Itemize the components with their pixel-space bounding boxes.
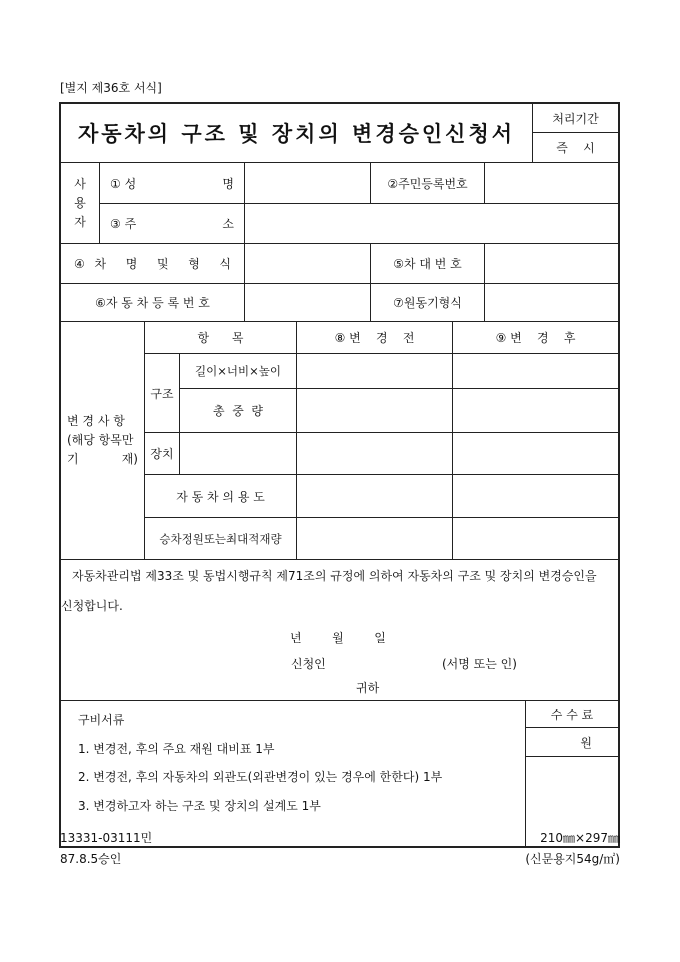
- usage-after-field[interactable]: [452, 474, 619, 518]
- name-label-text: ① 성: [110, 176, 137, 191]
- name-field[interactable]: [244, 162, 371, 204]
- device-item-field[interactable]: [179, 432, 297, 475]
- name-label: [99, 162, 245, 204]
- changes-label-3: [67, 450, 138, 469]
- statement-line1: 자동차관리법 제33조 및 동법시행규칙 제71조의 규정에 의하여 자동차의 구조 및 장치의 변경승인을: [72, 569, 597, 583]
- fee-field[interactable]: [525, 727, 619, 757]
- addressee-label: 귀하: [356, 681, 380, 695]
- capacity-before-field[interactable]: [296, 517, 453, 560]
- address-label-text: ③ 주: [110, 217, 137, 231]
- document-item: 3. 변경하고자 하는 구조 및 장치의 설계도 1부: [78, 799, 321, 813]
- device-label: 장치: [144, 432, 180, 475]
- applicant-group-label: [60, 162, 100, 244]
- name-label-end: 명: [222, 176, 234, 191]
- resident-no-field[interactable]: [484, 162, 619, 204]
- paper-size: 210㎜×297㎜: [540, 831, 620, 845]
- col-item-header: 항 목: [144, 321, 297, 354]
- approval-date: 87.8.5승인: [60, 852, 122, 866]
- processing-period-label: 처리기간: [532, 103, 619, 133]
- resident-no-label: ②주민등록번호: [370, 162, 485, 204]
- usage-before-field[interactable]: [296, 474, 453, 518]
- device-before-field[interactable]: [296, 432, 453, 475]
- engine-label: ⑦원동기형식: [370, 283, 485, 322]
- changes-label-3a: 기: [67, 452, 79, 466]
- processing-period-value: 즉 시: [532, 132, 619, 163]
- fee-label: 수 수 료: [525, 700, 619, 728]
- structure-label: 구조: [144, 353, 180, 433]
- statement-line2: 신청합니다.: [61, 599, 123, 613]
- chassis-field[interactable]: [484, 243, 619, 284]
- dimensions-before-field[interactable]: [296, 353, 453, 389]
- address-field[interactable]: [244, 203, 619, 244]
- engine-field[interactable]: [484, 283, 619, 322]
- model-label: ④ 차 명 및 형 식: [60, 243, 245, 284]
- reg-no-label: ⑥자 동 차 등 록 번 호: [60, 283, 245, 322]
- reg-no-field[interactable]: [244, 283, 371, 322]
- dimensions-label: 길이×너비×높이: [179, 353, 297, 389]
- usage-label: 자 동 차 의 용 도: [144, 474, 297, 518]
- label-char: 자: [74, 214, 86, 229]
- col-before-header: ⑧ 변 경 전: [296, 321, 453, 354]
- document-item: 2. 변경전, 후의 자동차의 외관도(외관변경이 있는 경우에 한한다) 1부: [78, 770, 443, 784]
- signature-label: (서명 또는 인): [442, 657, 517, 671]
- weight-before-field[interactable]: [296, 388, 453, 433]
- documents-heading: 구비서류: [78, 713, 125, 727]
- model-field[interactable]: [244, 243, 371, 284]
- changes-label-1: 변 경 사 항: [67, 414, 125, 428]
- form-code: 13331-03111민: [60, 831, 153, 845]
- changes-label-2: (해당 항목만: [67, 433, 134, 447]
- total-weight-label: 총 중 량: [179, 388, 297, 433]
- capacity-label: 승차정원또는최대적재량: [144, 517, 297, 560]
- form-title: 자동차의 구조 및 장치의 변경승인신청서: [60, 103, 533, 163]
- date-line: 년 월 일: [290, 631, 386, 645]
- chassis-label: ⑤차 대 번 호: [370, 243, 485, 284]
- applicant-label: 신청인: [291, 657, 326, 671]
- form-number: [별지 제36호 서식]: [60, 81, 162, 95]
- paper-type: (신문용지54g/㎡): [525, 852, 620, 866]
- weight-after-field[interactable]: [452, 388, 619, 433]
- changes-label-3b: 재): [121, 452, 138, 466]
- document-item: 1. 변경전, 후의 주요 재원 대비표 1부: [78, 742, 275, 756]
- changes-group-label: [60, 321, 145, 560]
- capacity-after-field[interactable]: [452, 517, 619, 560]
- label-char: 사: [74, 176, 86, 191]
- label-char: 용: [74, 195, 86, 210]
- fee-unit: 원: [580, 735, 592, 750]
- device-after-field[interactable]: [452, 432, 619, 475]
- dimensions-after-field[interactable]: [452, 353, 619, 389]
- col-after-header: ⑨ 변 경 후: [452, 321, 619, 354]
- address-label: [99, 203, 245, 244]
- address-label-end: 소: [222, 217, 234, 231]
